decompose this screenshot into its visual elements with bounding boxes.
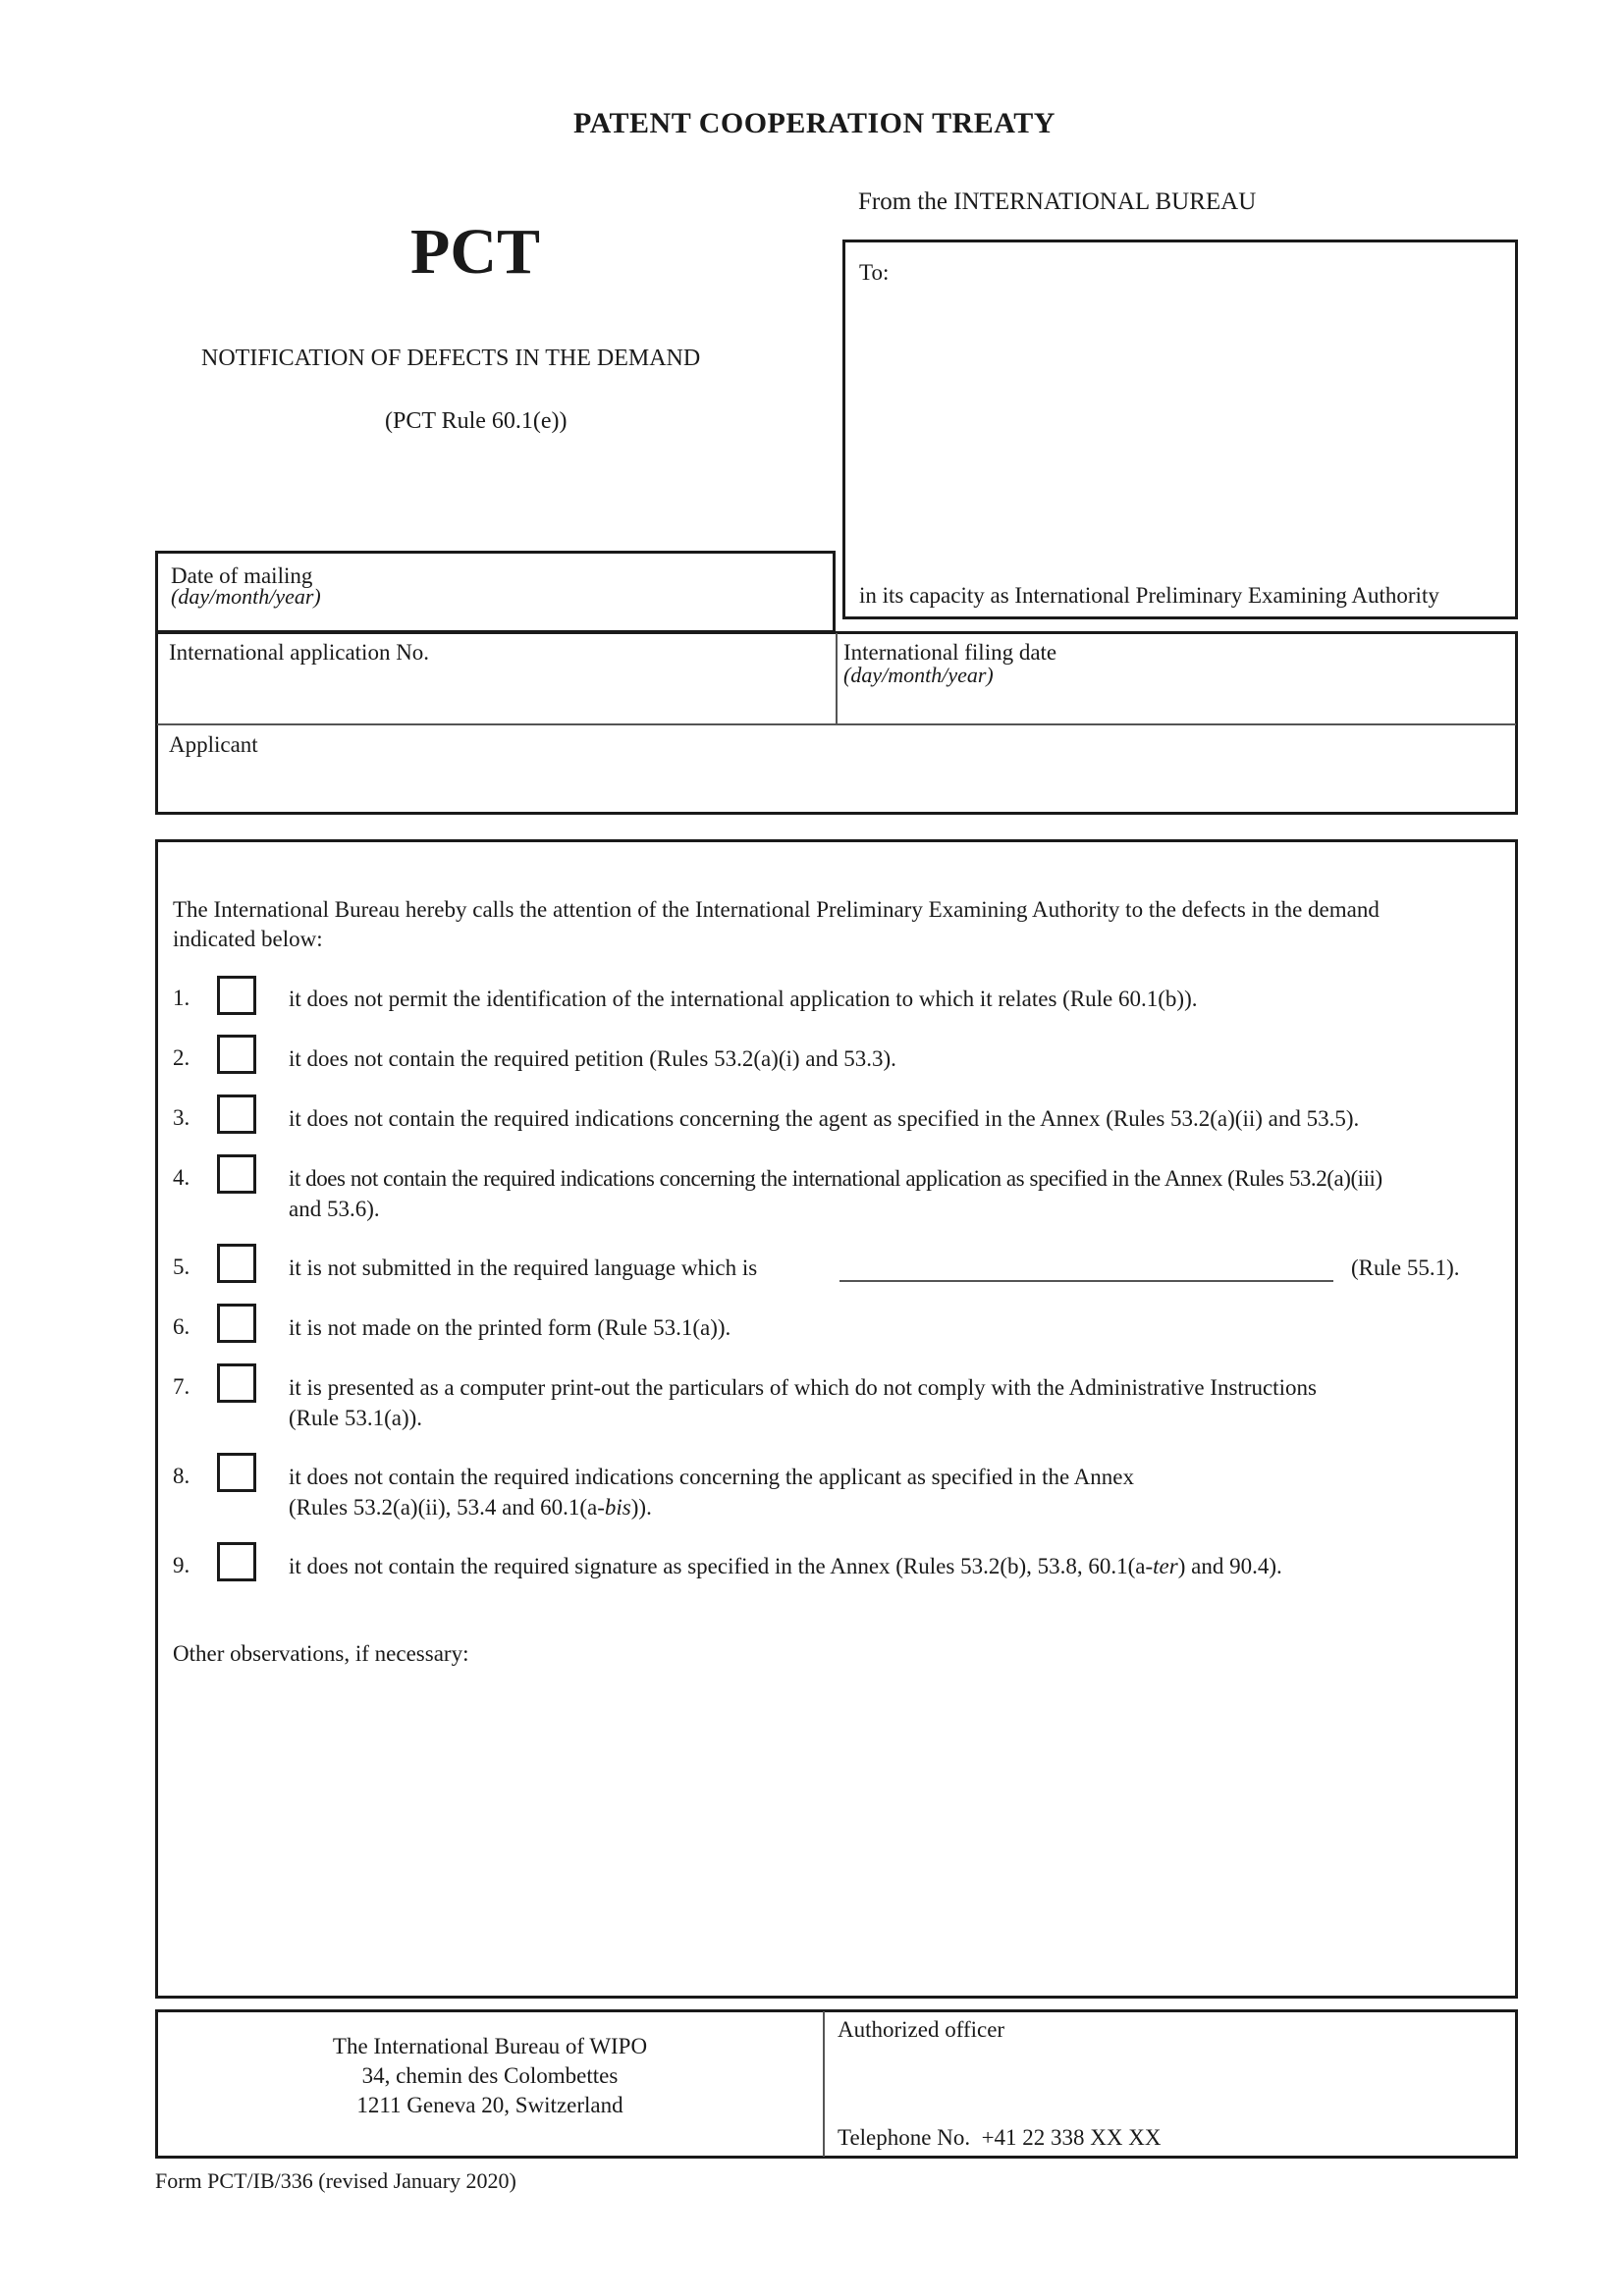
item-9-checkbox[interactable]	[217, 1542, 256, 1581]
filing-date-format: (day/month/year)	[843, 663, 994, 687]
applicant-field[interactable]	[157, 758, 1516, 813]
other-observations-label: Other observations, if necessary:	[173, 1641, 469, 1666]
rule-reference: (PCT Rule 60.1(e))	[385, 408, 568, 434]
item-8-line2-post: )).	[630, 1495, 652, 1520]
item-9-line1-pre: it does not contain the required signature as specified in the Annex (Rules 53.2(b), 53.8, 60.1(a-	[289, 1554, 1154, 1578]
item-8-checkbox[interactable]	[217, 1453, 256, 1492]
wipo-line1: The International Bureau of WIPO	[332, 2034, 648, 2058]
international-application-no-label: International application No.	[169, 640, 430, 665]
item-4-checkbox[interactable]	[217, 1154, 256, 1194]
item-9-ter: ter	[1153, 1554, 1178, 1578]
item-3-number: 3.	[173, 1105, 190, 1130]
item-3-checkbox[interactable]	[217, 1095, 256, 1134]
item-8-bis: bis	[604, 1495, 631, 1520]
wipo-line2: 34, chemin des Colombettes	[361, 2063, 619, 2088]
from-international-bureau: From the INTERNATIONAL BUREAU	[858, 188, 1257, 215]
form-identifier: Form PCT/IB/336 (revised January 2020)	[155, 2168, 516, 2193]
footer-divider	[823, 2011, 825, 2157]
item-5-number: 5.	[173, 1255, 190, 1279]
item-5-rule: (Rule 55.1).	[1351, 1255, 1460, 1280]
wipo-address	[157, 2032, 823, 2120]
item-6-checkbox[interactable]	[217, 1304, 256, 1343]
to-label: To:	[859, 260, 890, 285]
item-1-text: it does not permit the identification of the international application to which it relates (Rule 60.1(b)).	[289, 987, 1198, 1011]
international-filing-date-field[interactable]	[838, 689, 1516, 721]
item-5-checkbox[interactable]	[217, 1244, 256, 1283]
pct-heading: PCT	[410, 216, 540, 288]
date-of-mailing-box[interactable]	[155, 551, 836, 633]
defects-intro-line2: indicated below:	[173, 927, 323, 951]
item-6-number: 6.	[173, 1314, 190, 1339]
item-9-line1-post: ) and 90.4).	[1177, 1554, 1282, 1578]
item-3-text: it does not contain the required indications concerning the agent as specified in the Annex (Rules 53.2(a)(ii) and 53.5).	[289, 1106, 1360, 1131]
date-of-mailing-label: Date of mailing	[171, 563, 313, 588]
item-7-text-line2: (Rule 53.1(a)).	[289, 1406, 423, 1430]
form-title: NOTIFICATION OF DEFECTS IN THE DEMAND	[201, 346, 701, 371]
item-2-number: 2.	[173, 1045, 190, 1070]
item-5-text: it is not submitted in the required language which is	[289, 1255, 758, 1280]
to-address-box[interactable]	[842, 240, 1518, 619]
item-8-line2-pre: (Rules 53.2(a)(ii), 53.4 and 60.1(a-	[289, 1495, 605, 1520]
item-8-text-line1: it does not contain the required indications concerning the applicant as specified in the Annex	[289, 1465, 1134, 1489]
item-4-text-line1: it does not contain the required indications concerning the international application as specified in the Annex (Rules 53.2(a)(iii)	[289, 1166, 1382, 1191]
wipo-line3: 1211 Geneva 20, Switzerland	[356, 2093, 623, 2117]
item-4-number: 4.	[173, 1165, 190, 1190]
authorized-officer-field[interactable]	[838, 2048, 1505, 2116]
item-4-text-line2: and 53.6).	[289, 1197, 380, 1221]
item-6-text: it is not made on the printed form (Rule 53.1(a)).	[289, 1315, 731, 1340]
item-7-number: 7.	[173, 1374, 190, 1399]
international-filing-date-label: International filing date	[843, 640, 1057, 665]
telephone-number: Telephone No. +41 22 338 XX XX	[838, 2125, 1162, 2150]
other-observations-field[interactable]	[173, 1675, 1498, 1979]
item-9-number: 9.	[173, 1553, 190, 1577]
treaty-title: PATENT COOPERATION TREATY	[573, 107, 1056, 139]
item-1-checkbox[interactable]	[217, 976, 256, 1015]
item-2-text: it does not contain the required petition (Rules 53.2(a)(i) and 53.3).	[289, 1046, 896, 1071]
applicant-label: Applicant	[169, 732, 258, 757]
authorized-officer-label: Authorized officer	[838, 2017, 1005, 2042]
date-of-mailing-format: (day/month/year)	[171, 584, 321, 609]
capacity-text: in its capacity as International Preliminary Examining Authority	[859, 583, 1439, 608]
item-2-checkbox[interactable]	[217, 1035, 256, 1074]
item-7-checkbox[interactable]	[217, 1363, 256, 1403]
applicant-divider	[157, 723, 1516, 725]
item-7-text-line1: it is presented as a computer print-out the particulars of which do not comply with the Administrative Instructions	[289, 1375, 1317, 1400]
item-8-text-line2	[289, 1492, 652, 1522]
item-9-text	[289, 1551, 1282, 1581]
required-language-field[interactable]	[839, 1255, 1333, 1282]
item-8-number: 8.	[173, 1464, 190, 1488]
international-application-no-field[interactable]	[157, 669, 834, 721]
defects-intro-line1: The International Bureau hereby calls the attention of the International Preliminary Examining Authority to the defects in the demand	[173, 897, 1380, 922]
item-1-number: 1.	[173, 986, 190, 1010]
